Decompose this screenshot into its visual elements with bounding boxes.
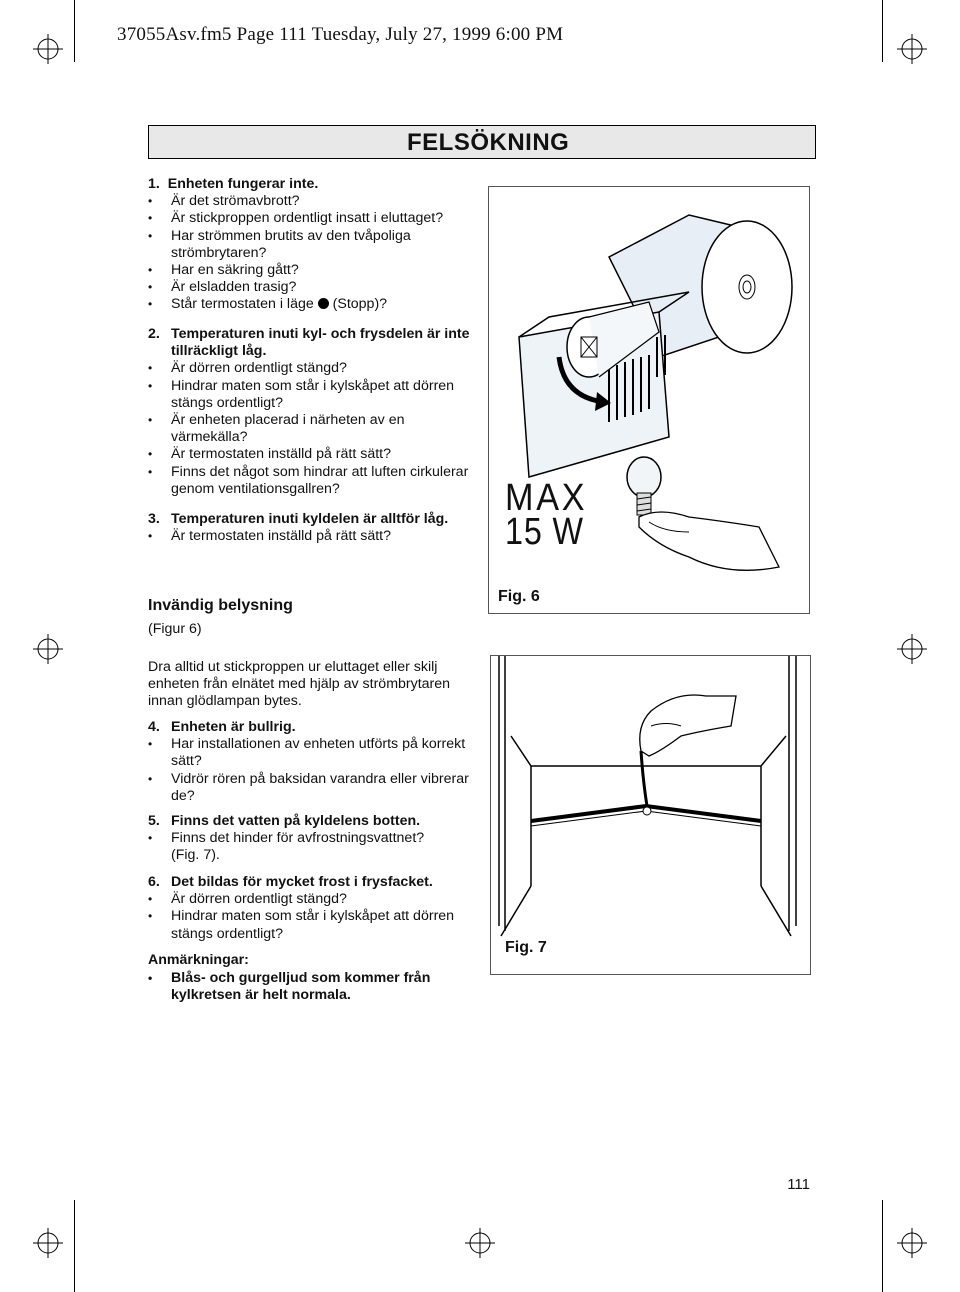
figure-6: [488, 186, 810, 614]
list-item: • Är det strömavbrott?: [148, 193, 300, 210]
registration-mark: [897, 634, 927, 664]
section-3: [148, 511, 488, 545]
list-item: • Är termostaten inställd på rätt sätt?: [148, 528, 392, 545]
page-title: FELSÖKNING: [407, 129, 570, 156]
registration-mark: [33, 1228, 63, 1258]
section-6: [148, 874, 478, 943]
list-item: • Är dörren ordentligt stängd?: [148, 360, 347, 377]
list-item: • Har en säkring gått?: [148, 262, 299, 278]
registration-mark: [897, 1228, 927, 1258]
lighting-paragraph: Dra alltid ut stickproppen ur eluttaget eller skilj enheten från elnätet med hjälp av strömbrytaren innan glödlampan bytes.: [148, 659, 451, 710]
max-wattage-line1: MAX: [505, 477, 588, 519]
section-heading-text: Enheten fungerar inte.: [167, 176, 319, 192]
section-5: [148, 813, 478, 865]
list-item: • Har strömmen brutits av den tvåpoliga strömbrytaren?: [148, 227, 411, 261]
lighting-subheading: (Figur 6): [148, 621, 202, 637]
crop-mark: [74, 0, 75, 62]
section-heading-text: Enheten är bullrig.: [171, 719, 296, 735]
max-wattage-line2: 15 W: [505, 511, 584, 553]
section-heading-text: Finns det vatten på kyldelens botten.: [171, 813, 421, 829]
registration-mark: [33, 634, 63, 664]
figure-7: [490, 655, 811, 975]
section-heading: 4. Enheten är bullrig.: [148, 719, 296, 735]
section-heading: 5. Finns det vatten på kyldelens botten.: [148, 813, 421, 829]
section-4: [148, 719, 478, 805]
list-item: • Vidrör rören på baksidan varandra eller vibrerar de?: [148, 770, 469, 804]
notes-item: • Blås- och gurgelljud som kommer från kylkretsen är helt normala.: [148, 970, 431, 1004]
section-heading-text: Temperaturen inuti kyldelen är alltför låg.: [171, 511, 449, 527]
crop-mark: [882, 0, 883, 62]
list-item: • Har installationen av enheten utförts på korrekt sätt?: [148, 736, 466, 770]
registration-mark: [33, 34, 63, 64]
section-heading: 2. Temperaturen inuti kyl- och frysdelen är inte tillräckligt låg.: [148, 326, 470, 360]
crop-mark: [882, 1200, 883, 1292]
list-item: • Är termostaten inställd på rätt sätt?: [148, 446, 392, 463]
list-item: • Hindrar maten som står i kylskåpet att dörren stängs ordentligt?: [148, 908, 455, 942]
crop-mark: [74, 1200, 75, 1292]
list-item: • Är stickproppen ordentligt insatt i eluttaget?: [148, 210, 444, 227]
section-heading: 3. Temperaturen inuti kyldelen är alltför låg.: [148, 511, 449, 527]
section-number: 1.: [148, 176, 160, 192]
list-item: • Är enheten placerad i närheten av en värmekälla?: [148, 412, 405, 446]
section-heading: 6. Det bildas för mycket frost i frysfacket.: [148, 874, 433, 890]
section-title-bar: [148, 125, 816, 159]
section-1: [148, 176, 488, 314]
list-item: • Finns det något som hindrar att luften cirkulerar genom ventilationsgallren?: [148, 463, 469, 497]
list-item: • Finns det hinder för avfrostningsvattnet? (Fig. 7).: [148, 830, 425, 864]
lighting-heading: Invändig belysning: [148, 597, 293, 614]
section-heading: [148, 176, 488, 193]
figure-6-label: Fig. 6: [498, 588, 540, 605]
list-item: • Är dörren ordentligt stängd?: [148, 891, 347, 908]
section-heading-text: Temperaturen inuti kyl- och frysdelen är inte tillräckligt låg.: [171, 326, 470, 360]
header-line: 37055Asv.fm5 Page 111 Tuesday, July 27, 1999 6:00 PM: [117, 24, 564, 45]
registration-mark: [465, 1228, 495, 1258]
drain-cleaning-illustration: [491, 656, 810, 974]
section-2: [148, 326, 478, 498]
stop-dot-icon: [318, 298, 329, 309]
figure-7-label: Fig. 7: [505, 939, 547, 956]
notes-heading: Anmärkningar:: [148, 952, 249, 968]
list-item: • Hindrar maten som står i kylskåpet att dörren stängs ordentligt?: [148, 377, 455, 411]
registration-mark: [897, 34, 927, 64]
list-item: • Står termostaten i läge (Stopp)?: [148, 296, 388, 313]
section-heading-text: Det bildas för mycket frost i frysfacket.: [171, 874, 433, 890]
page-number: 111: [787, 1176, 810, 1193]
list-item: • Är elsladden trasig?: [148, 279, 297, 296]
